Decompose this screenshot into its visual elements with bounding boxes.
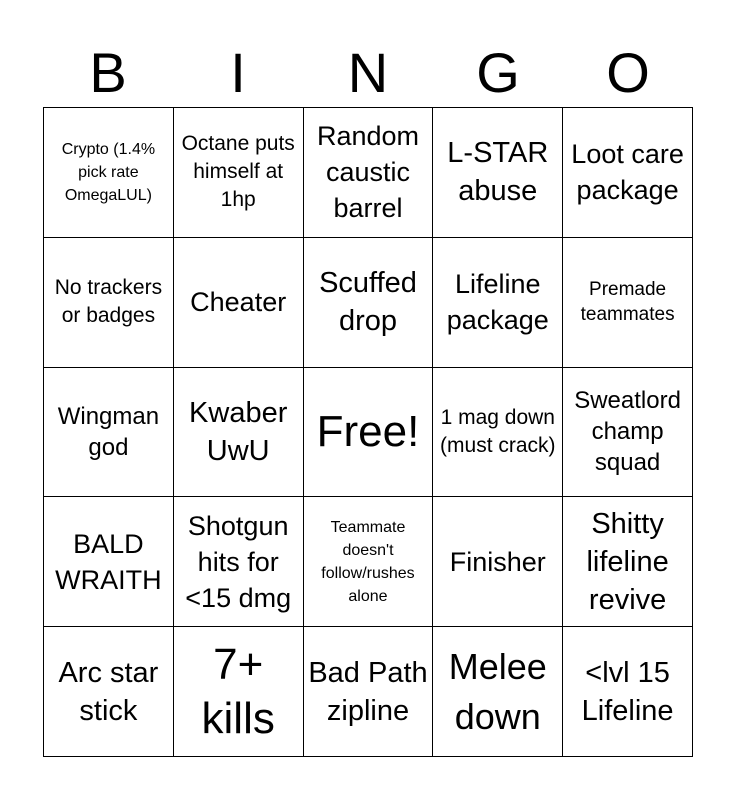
header-letter-b: B [89, 41, 127, 104]
bingo-cell-r5c2[interactable] [174, 627, 304, 757]
cell-label: Scuffed drop [319, 267, 417, 338]
bingo-cell-r1c2[interactable] [174, 108, 304, 238]
header-letter-i: I [230, 41, 246, 104]
cell-label: Finisher [449, 546, 546, 577]
bingo-cell-r4c2[interactable] [174, 497, 304, 627]
bingo-cell-r2c5[interactable] [563, 238, 693, 368]
bingo-cell-free[interactable] [304, 368, 434, 498]
bingo-cell-r5c1[interactable] [44, 627, 174, 757]
cell-label: Arc star stick [58, 656, 159, 727]
bingo-cell-r4c5[interactable] [563, 497, 693, 627]
cell-label: Bad Path zipline [308, 656, 428, 727]
cell-label: Premade teammates [580, 279, 675, 326]
cell-label: Sweatlord champ squad [574, 387, 681, 477]
bingo-cell-r2c1[interactable] [44, 238, 174, 368]
bingo-board [43, 107, 693, 757]
cell-label: Melee down [448, 645, 547, 737]
cell-label: Shitty lifeline revive [586, 507, 669, 616]
cell-label: Octane puts himself at 1hp [181, 132, 295, 212]
bingo-cell-r1c5[interactable] [563, 108, 693, 238]
bingo-cell-r1c1[interactable] [44, 108, 174, 238]
cell-label: Kwaber UwU [189, 396, 288, 467]
cell-label: Random caustic barrel [316, 121, 420, 224]
bingo-cell-r3c4[interactable] [433, 368, 563, 498]
cell-label: 1 mag down (must crack) [440, 405, 556, 457]
cell-label: Wingman god [57, 402, 160, 461]
cell-label: BALD WRAITH [55, 528, 162, 595]
cell-label: <lvl 15 Lifeline [581, 656, 674, 727]
bingo-cell-r2c2[interactable] [174, 238, 304, 368]
bingo-cell-r3c2[interactable] [174, 368, 304, 498]
bingo-cell-r2c4[interactable] [433, 238, 563, 368]
cell-label: Loot care package [571, 139, 684, 206]
bingo-cell-r5c3[interactable] [304, 627, 434, 757]
header-letter-o: O [606, 41, 650, 104]
bingo-header [43, 38, 693, 108]
bingo-cell-r4c1[interactable] [44, 497, 174, 627]
bingo-cell-r2c3[interactable] [304, 238, 434, 368]
bingo-cell-r3c1[interactable] [44, 368, 174, 498]
free-space-label: Free! [316, 406, 420, 456]
cell-label: Shotgun hits for <15 dmg [185, 510, 292, 613]
cell-label: Cheater [190, 287, 287, 318]
cell-label: L-STAR abuse [447, 137, 549, 208]
bingo-cell-r5c5[interactable] [563, 627, 693, 757]
cell-label: Lifeline package [446, 269, 549, 336]
cell-label: Crypto (1.4% pick rate OmegaLUL) [61, 140, 156, 204]
bingo-cell-r3c5[interactable] [563, 368, 693, 498]
bingo-cell-r1c4[interactable] [433, 108, 563, 238]
header-letter-n: N [347, 41, 389, 104]
bingo-cell-r1c3[interactable] [304, 108, 434, 238]
cell-label: 7+ kills [201, 639, 275, 743]
header-letter-g: G [476, 41, 520, 104]
bingo-cell-r4c3[interactable] [304, 497, 434, 627]
cell-label: No trackers or badges [54, 276, 163, 328]
cell-label: Teammate doesn't follow/rushes alone [321, 518, 415, 605]
bingo-cell-r4c4[interactable] [433, 497, 563, 627]
bingo-cell-r5c4[interactable] [433, 627, 563, 757]
